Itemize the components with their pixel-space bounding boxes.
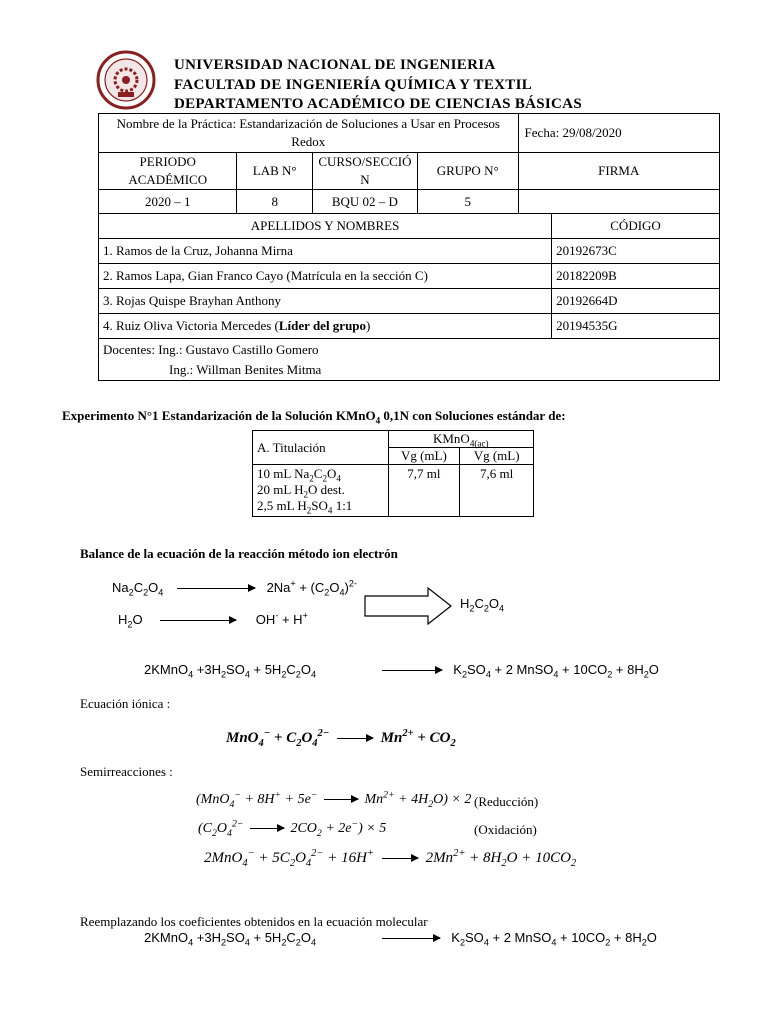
final-molecular-equation: 2KMnO$_4$ $+3H_2SO_4 + 5H_2C_2O_4$ $K_2SO_4 + 2$ MnSO$_4$ + $10CO_2 + 8H_2O$ [144, 930, 657, 948]
lab-header: LAB N° [237, 153, 313, 190]
member-name: 1. Ramos de la Cruz, Johanna Mirna [99, 239, 552, 264]
reaction-na2c2o4: $Na_2C_2O_4$ $2Na^+ + (C_2O_4)^{2-}$ [112, 578, 357, 598]
kmno4-header: KMnO$_{4(ac)}$ [388, 431, 534, 448]
half-reactions-label: Semirreacciones : [80, 764, 173, 779]
experiment-title: Experimento N°1 Estandarización de la Solución KMnO$_4$ 0,1N con Soluciones estándar de: [62, 408, 566, 426]
grupo-value: 5 [417, 190, 518, 214]
titration-reagents: 10 mL $Na_2C_2O_4$ 20 mL $H_2O$ dest. 2,5 mL $H_2SO_4$ 1:1 [253, 465, 389, 517]
docente-1: Ing.: Gustavo Castillo Gomero [158, 341, 319, 357]
vg1-header: Vg (mL) [388, 448, 460, 465]
titration-label: A. Titulación [253, 431, 389, 465]
curso-header: CURSO/SECCIÓN [312, 153, 417, 190]
apellidos-header: APELLIDOS Y NOMBRES [99, 214, 552, 239]
reaction-h2o: $H_2O$ OH- + H+ [118, 610, 308, 630]
info-table [98, 113, 720, 381]
oxidation-label: (Oxidación) [474, 822, 537, 837]
vg2-header: Vg (mL) [460, 448, 534, 465]
practice-value: Estandarización de Soluciones a Usar en Procesos Redox [239, 116, 500, 149]
header-department: DEPARTAMENTO ACADÉMICO DE CIENCIAS BÁSICAS [174, 96, 582, 112]
titration-table [252, 430, 534, 517]
docentes-cell [99, 339, 720, 381]
member-name-cell [99, 314, 552, 339]
periodo-value: 2020 – 1 [99, 190, 237, 214]
university-logo [96, 48, 156, 112]
member-name: 2. Ramos Lapa, Gian Franco Cayo (Matrícula en la sección C) [99, 264, 552, 289]
docentes-label: Docentes: [103, 341, 155, 357]
product-h2c2o4: $H_2C_2O_4$ [460, 596, 505, 614]
vg2-value: 7,6 ml [460, 465, 534, 517]
practice-name-cell [99, 114, 519, 153]
molecular-equation: 2KMnO$_4$ $+3H_2SO_4 + 5H_2C_2O_4$ $K_2SO_4 + 2$ MnSO$_4$ + $10CO_2 + 8H_2O$ [144, 662, 659, 680]
curso-value: BQU 02 – D [312, 190, 417, 214]
arrow-icon [337, 738, 373, 739]
docente-2: Ing.: Willman Benites Mitma [169, 361, 322, 377]
member-code: 20192664D [552, 289, 720, 314]
header-faculty: FACULTAD DE INGENIERÍA QUÍMICA Y TEXTIL [174, 77, 533, 93]
arrow-icon [177, 588, 255, 589]
member-name-end: ) [366, 318, 371, 333]
arrow-icon [324, 799, 358, 800]
grupo-header: GRUPO N° [417, 153, 518, 190]
member-name: 3. Rojas Quispe Brayhan Anthony [99, 289, 552, 314]
codigo-header: CÓDIGO [552, 214, 720, 239]
balance-title: Balance de la ecuación de la reacción método ion electrón [80, 546, 398, 561]
replacing-coefficients-label: Reemplazando los coeficientes obtenidos en la ecuación molecular [80, 914, 428, 929]
table-row [99, 264, 720, 289]
arrow-icon [382, 670, 442, 671]
member-code: 20192673C [552, 239, 720, 264]
combined-ionic-equation: $2MnO_4^- + 5C_2O_4^{2-} + 16H^+$ $2Mn^{2+} + 8H_2O + 10CO_2$ [204, 848, 577, 869]
header-university: UNIVERSIDAD NACIONAL DE INGENIERIA [174, 57, 496, 73]
arrow-icon [160, 620, 236, 621]
table-row [99, 239, 720, 264]
arrow-icon [382, 858, 418, 859]
member-code: 20194535G [552, 314, 720, 339]
firma-header: FIRMA [518, 153, 719, 190]
practice-label: Nombre de la Práctica: [116, 116, 237, 131]
big-arrow-icon [364, 587, 452, 630]
table-row [99, 314, 720, 339]
date-cell: Fecha: 29/08/2020 [518, 114, 719, 153]
arrow-icon [250, 828, 284, 829]
periodo-header: PERIODO ACADÉMICO [99, 153, 237, 190]
firma-value [518, 190, 719, 214]
arrow-icon [382, 938, 440, 939]
vg1-value: 7,7 ml [388, 465, 460, 517]
lab-value: 8 [237, 190, 313, 214]
table-row [99, 289, 720, 314]
member-name: 4. Ruiz Oliva Victoria Mercedes ( [103, 318, 279, 333]
ionic-equation-label: Ecuación iónica : [80, 696, 171, 711]
ionic-equation: $MnO_4^- + C_2O_4^{2-}$ $Mn^{2+} + CO_2$ [226, 728, 456, 749]
member-code: 20182209B [552, 264, 720, 289]
reduction-half-reaction: (MnO$_4$− + 8H+ + 5e− $Mn^{2+} + 4H_2O) \times 2$ [196, 789, 472, 810]
oxidation-half-reaction: ($C_2O_4^{2-}$ $2CO_2 + 2e^-) \times 5$ [198, 818, 387, 839]
reduction-label: (Reducción) [474, 794, 539, 809]
leader-label: Líder del grupo [278, 318, 367, 333]
